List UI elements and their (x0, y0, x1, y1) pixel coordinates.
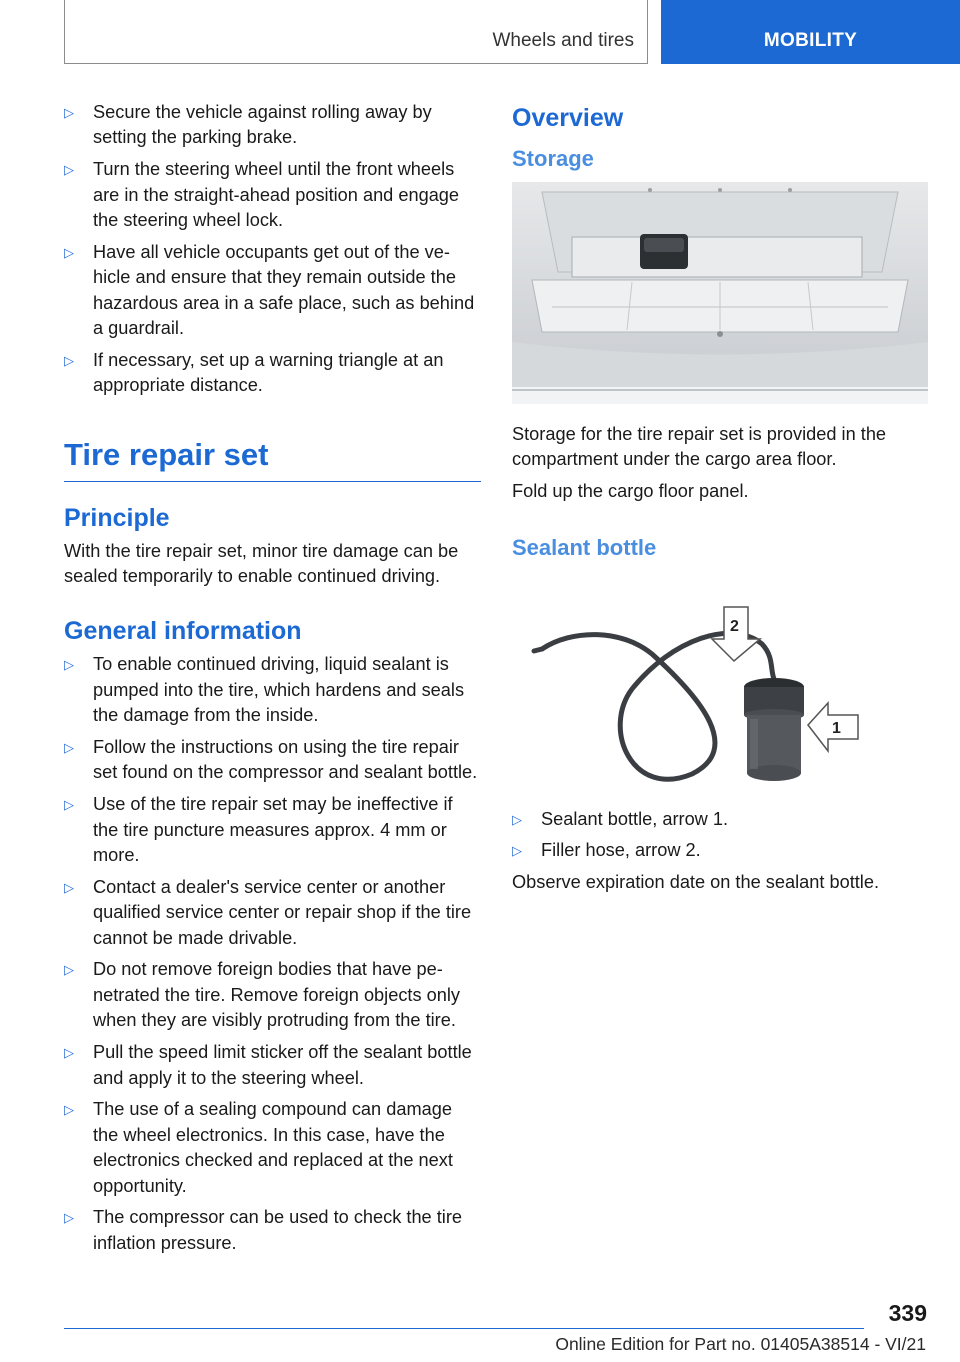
general-info-heading: General information (64, 617, 302, 646)
triangle-bullet-icon: ▷ (64, 879, 74, 895)
sealant-bottle-figure (512, 579, 928, 799)
list-item: ▷ Use of the tire repair set may be ineffective if the tire puncture measures approx. 4 mm or more. (64, 794, 453, 866)
storage-heading: Storage (512, 146, 594, 171)
triangle-bullet-icon: ▷ (64, 1045, 74, 1061)
triangle-bullet-icon: ▷ (64, 740, 74, 756)
triangle-bullet-icon: ▷ (64, 1210, 74, 1226)
principle-text: With the tire repair set, minor tire damage can be sealed temporarily to enable continued driving. (64, 540, 459, 587)
list-item: ▷ Do not remove foreign bodies that have penetrated the tire. Remove foreign objects only when they are visibly protruding from the tire. (64, 959, 460, 1031)
triangle-bullet-icon: ▷ (64, 162, 74, 178)
arrow-2-label: 2 (730, 617, 739, 635)
right-column (512, 100, 928, 902)
list-item: ▷ Contact a dealer's service center or another qualified service center or repair shop if the tire cannot be made drivable. (64, 876, 472, 948)
list-item: ▷ Pull the speed limit sticker off the sealant bottle and apply it to the steering wheel. (64, 1042, 472, 1088)
triangle-bullet-icon: ▷ (64, 105, 74, 120)
list-item: ▷ To enable continued driving, liquid sealant is pumped into the tire, which hardens and seals the damage from the inside. (64, 654, 465, 726)
triangle-bullet-icon: ▷ (512, 843, 522, 859)
triangle-bullet-icon: ▷ (64, 797, 74, 813)
list-item: ▷ Secure the vehicle against rolling away by setting the parking brake. (64, 102, 432, 148)
triangle-bullet-icon: ▷ (64, 352, 74, 368)
arrow-1-label: 1 (832, 719, 841, 737)
list-item: ▷ Have all vehicle occupants get out of the vehicle and ensure that they remain outside the hazardous area in a safe place, such as behind a guardrail. (64, 241, 475, 339)
section-title: Wheels and tires (492, 29, 634, 51)
list-item: ▷ If necessary, set up a warning triangle at an appropriate distance. (64, 349, 444, 396)
list-item: ▷ The compressor can be used to check the tire inflation pressure. (64, 1207, 462, 1253)
general-info-list (64, 652, 481, 1256)
sealant-bottle-heading: Sealant bottle (512, 534, 657, 560)
sealant-note: Observe expiration date on the sealant bottle. (512, 872, 880, 893)
footer-divider (64, 1328, 864, 1329)
triangle-bullet-icon: ▷ (64, 657, 74, 673)
list-item: ▷ Sealant bottle, arrow 1. (512, 807, 928, 832)
chapter-tab (661, 0, 960, 64)
left-column (64, 100, 481, 1263)
triangle-bullet-icon: ▷ (64, 244, 74, 260)
triangle-bullet-icon: ▷ (64, 1102, 74, 1118)
storage-text-1: Storage for the tire repair set is provided in the compartment under the cargo area floor. (512, 424, 887, 470)
list-item: ▷ Turn the steering wheel until the front wheels are in the straight-ahead position and engage the steering wheel lock. (64, 159, 460, 231)
sealant-bullet-list (512, 807, 928, 864)
triangle-bullet-icon: ▷ (512, 811, 522, 827)
storage-text-2: Fold up the cargo floor panel. (512, 481, 749, 502)
intro-bullet-list (64, 100, 481, 399)
overview-heading: Overview (512, 104, 624, 132)
list-item: ▷ Filler hose, arrow 2. (512, 838, 928, 863)
triangle-bullet-icon: ▷ (64, 962, 74, 978)
section-tab (64, 0, 648, 64)
page-title: Tire repair set (64, 435, 481, 482)
edition-footer: Online Edition for Part no. 01405A38514 - VI/21 (555, 1334, 926, 1354)
list-item: ▷ Follow the instructions on using the tire repair set found on the compressor and sealant bottle. (64, 737, 478, 783)
list-item: ▷ The use of a sealing compound can damage the wheel electronics. In this case, have the electronics checked and replaced at the next opportunity. (64, 1099, 453, 1196)
chapter-title: MOBILITY (763, 30, 858, 51)
principle-heading: Principle (64, 503, 170, 532)
page-number: 339 (888, 1300, 927, 1326)
cargo-area-photo (512, 182, 928, 404)
